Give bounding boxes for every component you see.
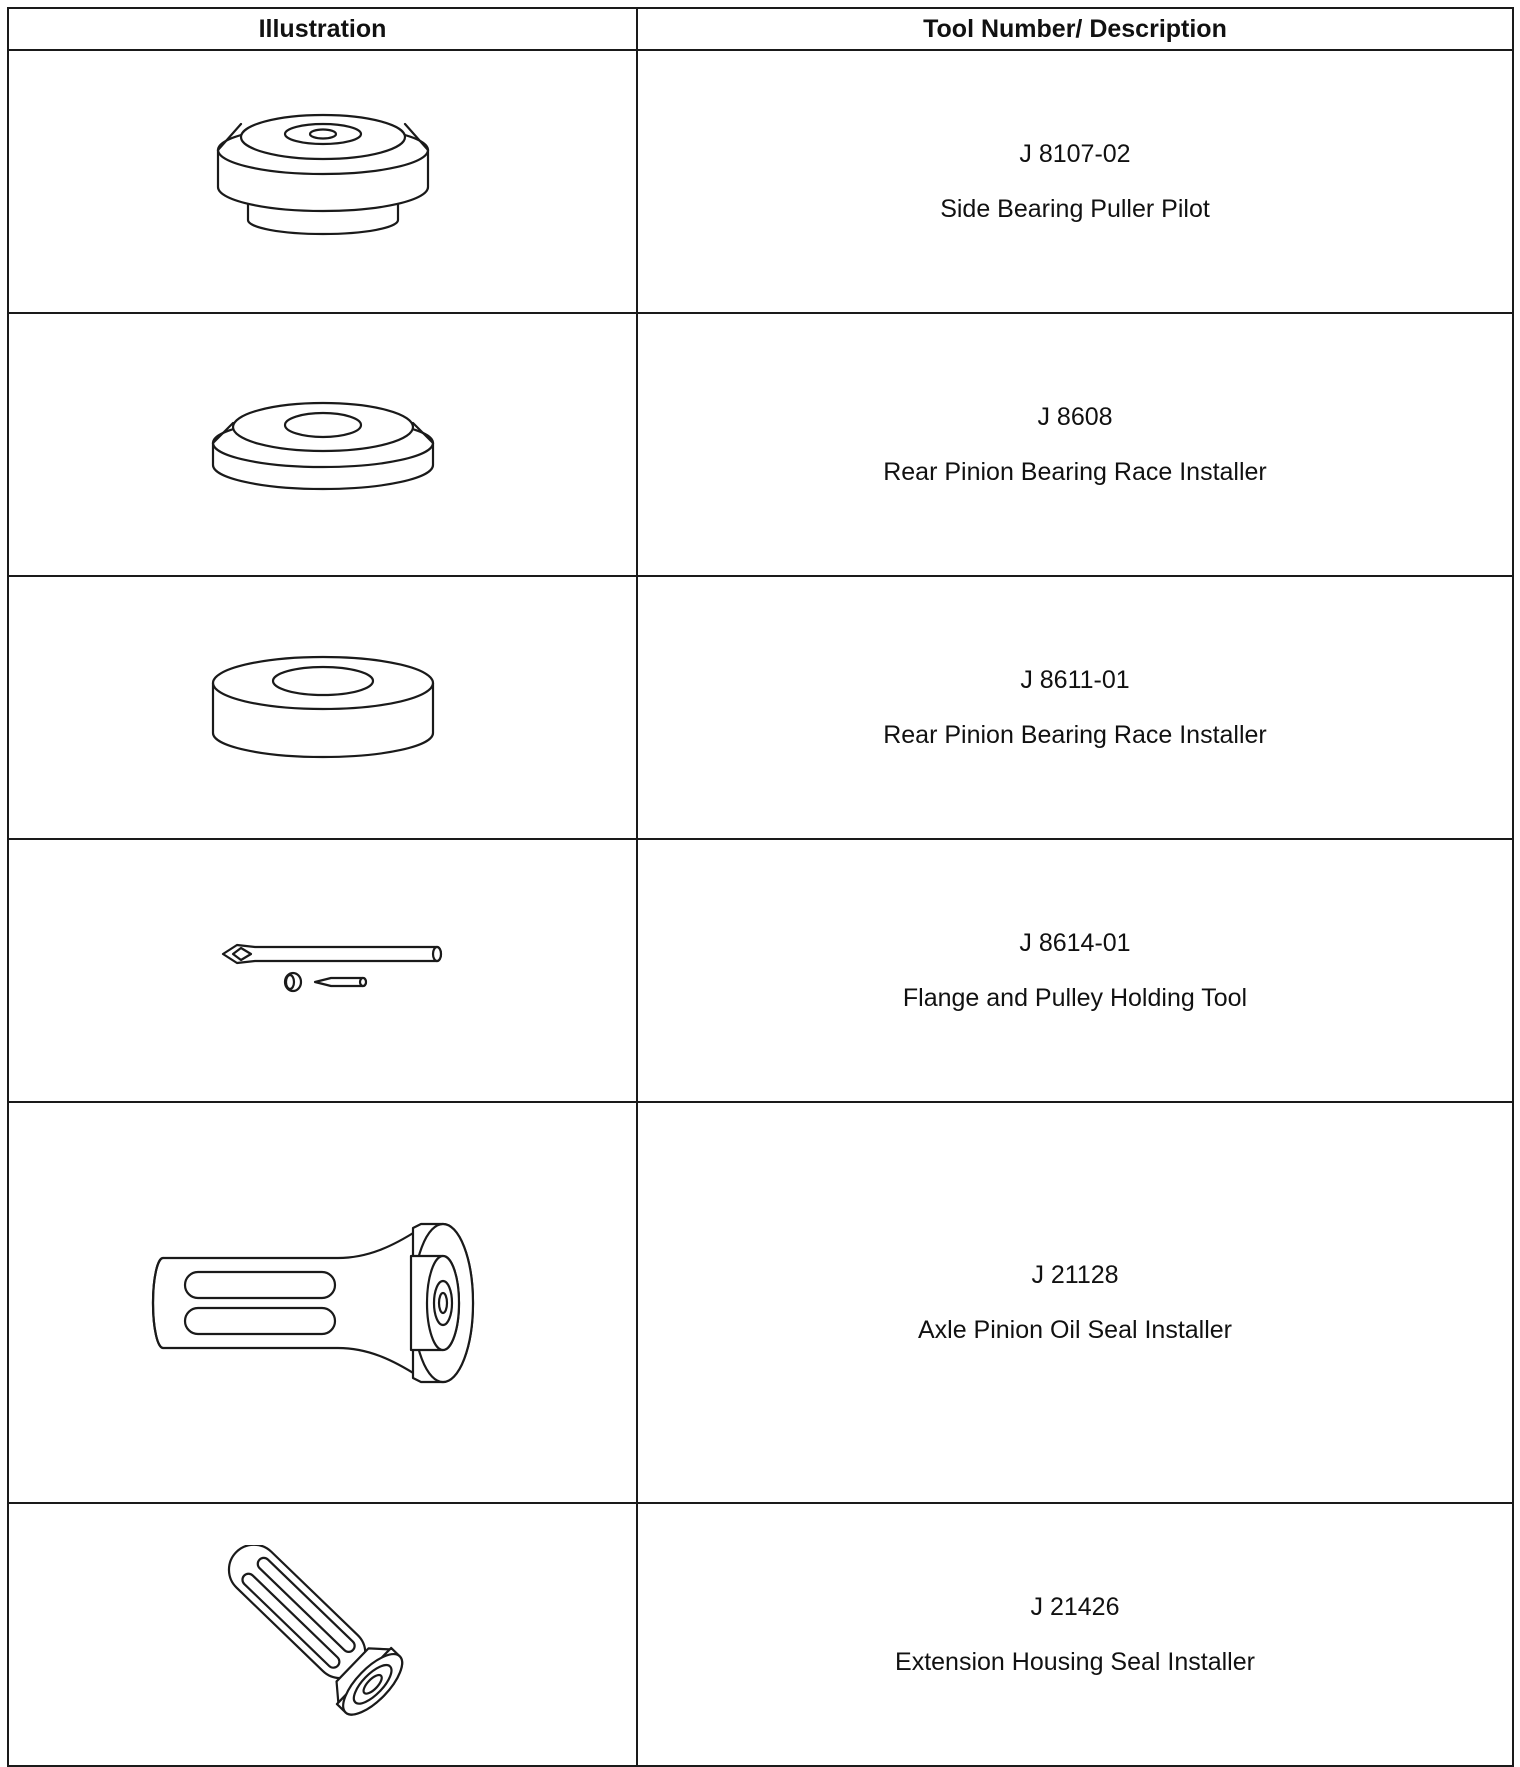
description-cell [637, 50, 1513, 313]
tool-description: Axle Pinion Oil Seal Installer [917, 1315, 1233, 1344]
tool-number: J 8614-01 [1019, 928, 1131, 957]
axle-pinion-oil-seal-installer-icon [143, 1218, 503, 1388]
illustration-cell [8, 839, 637, 1102]
tool-description: Rear Pinion Bearing Race Installer [883, 720, 1267, 749]
table-row [8, 1503, 1513, 1766]
header-row [8, 8, 1513, 50]
illustration-cell [8, 313, 637, 576]
tool-number: J 21128 [1031, 1260, 1119, 1289]
illustration-cell [8, 1102, 637, 1503]
table-row [8, 576, 1513, 839]
table-row [8, 50, 1513, 313]
tool-description: Flange and Pulley Holding Tool [902, 983, 1248, 1012]
description-header: Tool Number/ Description [637, 8, 1513, 50]
table-row [8, 1102, 1513, 1503]
tool-number: J 8608 [1037, 402, 1113, 431]
illustration-cell [8, 1503, 637, 1766]
table-row [8, 839, 1513, 1102]
illustration-header: Illustration [8, 8, 637, 50]
tools-table [7, 7, 1512, 1757]
description-cell [637, 1102, 1513, 1503]
rear-pinion-bearing-race-installer-icon [193, 643, 453, 773]
extension-housing-seal-installer-icon [193, 1545, 453, 1725]
side-bearing-puller-pilot-icon [193, 102, 453, 262]
description-cell [637, 1503, 1513, 1766]
description-cell [637, 839, 1513, 1102]
table-row [8, 313, 1513, 576]
description-cell [637, 576, 1513, 839]
tool-description: Rear Pinion Bearing Race Installer [883, 457, 1267, 486]
rear-pinion-bearing-race-installer-icon [193, 385, 453, 505]
description-cell [637, 313, 1513, 576]
tool-number: J 21426 [1030, 1592, 1120, 1621]
tool-description: Side Bearing Puller Pilot [940, 194, 1210, 223]
tool-number: J 8611-01 [1020, 665, 1130, 694]
flange-and-pulley-holding-tool-icon [193, 936, 453, 1006]
tool-number: J 8107-02 [1019, 139, 1131, 168]
tool-description: Extension Housing Seal Installer [895, 1647, 1255, 1676]
illustration-cell [8, 50, 637, 313]
illustration-cell [8, 576, 637, 839]
